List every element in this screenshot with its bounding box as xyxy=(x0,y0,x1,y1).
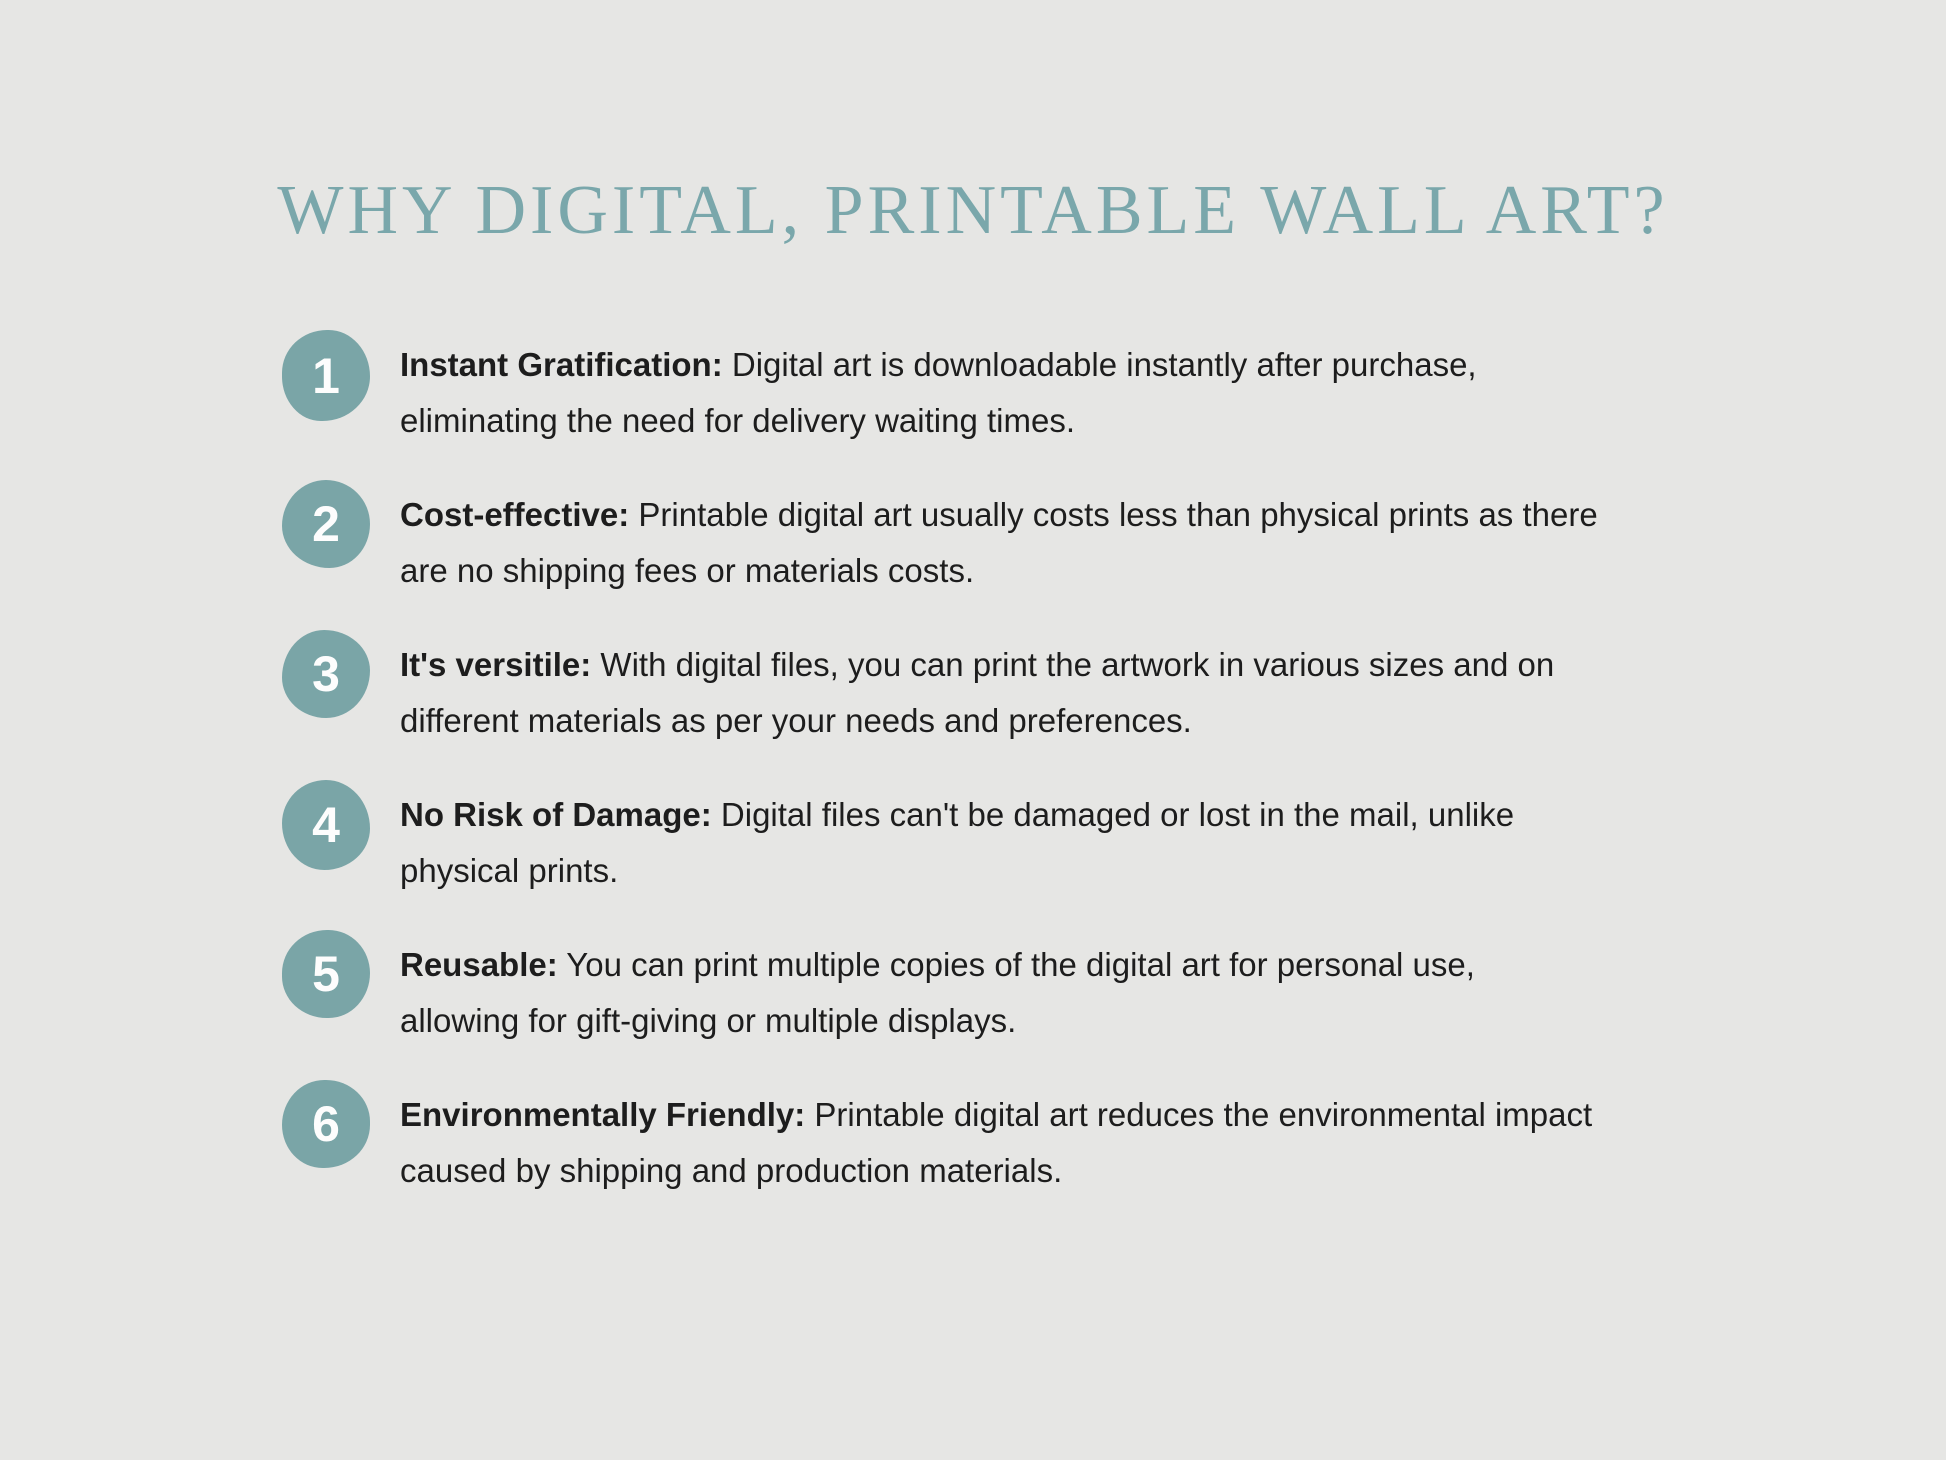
item-description: Digital art is downloadable instantly after purchase, eliminating the need for delivery waiting times. xyxy=(400,346,1477,439)
item-description: You can print multiple copies of the digital art for personal use, allowing for gift-giving or multiple displays. xyxy=(400,946,1475,1039)
benefits-list xyxy=(282,337,1706,1199)
badge-number: 5 xyxy=(312,946,340,1002)
number-badge-3 xyxy=(282,630,370,718)
item-text xyxy=(400,787,1600,899)
list-item-3 xyxy=(282,637,1706,749)
badge-number: 6 xyxy=(312,1096,340,1152)
badge-number: 2 xyxy=(312,496,340,552)
item-description: Digital files can't be damaged or lost in the mail, unlike physical prints. xyxy=(400,796,1515,889)
item-text xyxy=(400,337,1600,449)
item-description: Printable digital art usually costs less than physical prints as there are no shipping fees or materials costs. xyxy=(400,496,1598,589)
number-badge-6 xyxy=(282,1080,370,1168)
item-text xyxy=(400,1087,1600,1199)
item-label: Instant Gratification: xyxy=(400,346,723,383)
badge-number: 1 xyxy=(312,347,340,404)
badge-number: 3 xyxy=(312,646,340,702)
page-title: WHY DIGITAL, PRINTABLE WALL ART? xyxy=(277,172,1669,249)
list-item-1 xyxy=(282,337,1706,449)
number-badge-2 xyxy=(282,480,370,568)
item-label: Cost-effective: xyxy=(400,496,630,533)
item-label: No Risk of Damage: xyxy=(400,796,712,833)
number-badge-4 xyxy=(282,780,370,870)
item-label: It's versitile: xyxy=(400,646,592,683)
number-badge-1 xyxy=(282,330,370,421)
item-description: With digital files, you can print the artwork in various sizes and on different materials as per your needs and preferences. xyxy=(400,646,1555,739)
list-item-6 xyxy=(282,1087,1706,1199)
item-text xyxy=(400,637,1600,749)
list-item-5 xyxy=(282,937,1706,1049)
item-description: Printable digital art reduces the environmental impact caused by shipping and production materials. xyxy=(400,1096,1593,1189)
number-badge-5 xyxy=(282,930,370,1018)
item-label: Reusable: xyxy=(400,946,558,983)
list-item-4 xyxy=(282,787,1706,899)
list-item-2 xyxy=(282,487,1706,599)
item-text xyxy=(400,937,1600,1049)
item-text xyxy=(400,487,1600,599)
item-label: Environmentally Friendly: xyxy=(400,1096,806,1133)
badge-number: 4 xyxy=(312,797,340,853)
